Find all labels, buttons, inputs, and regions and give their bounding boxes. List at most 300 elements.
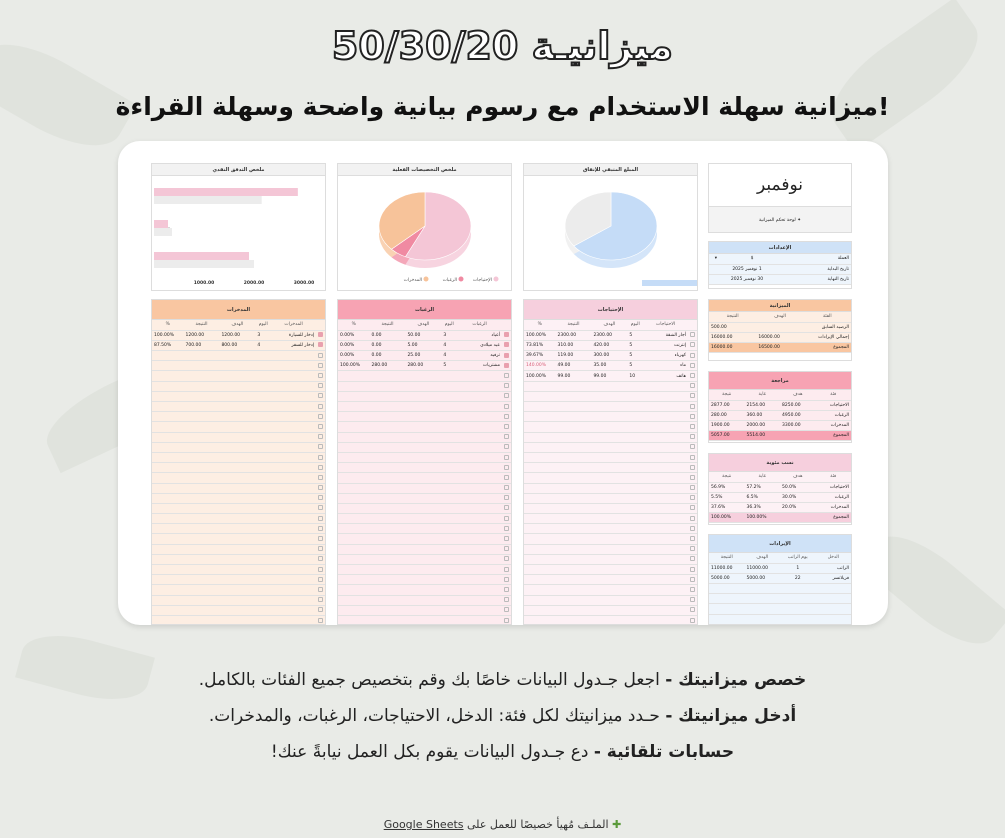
- payday-cell[interactable]: 22: [780, 573, 816, 583]
- chevron-down-icon[interactable]: ▾: [709, 254, 719, 264]
- column-header: هدف: [780, 472, 816, 482]
- result-cell[interactable]: 99.00: [556, 371, 592, 381]
- chart-title: ملخص التخصيصات الفعلية: [338, 164, 511, 176]
- result-cell[interactable]: 5000.00: [709, 573, 745, 583]
- goal-cell[interactable]: 280.00: [405, 361, 441, 371]
- checkbox[interactable]: [690, 607, 695, 612]
- month-panel: [708, 163, 852, 233]
- result-cell[interactable]: 310.00: [556, 340, 592, 350]
- hero-subtitle: ميزانية سهلة الاستخدام مع رسوم بيانية واضحة وسهلة القراءة!: [115, 92, 890, 121]
- column-header: الدخل: [816, 553, 852, 563]
- table-row: [338, 391, 511, 401]
- column-header: غاية: [745, 472, 781, 482]
- table-row: [152, 371, 325, 381]
- table-row: [152, 422, 325, 432]
- result-cell[interactable]: 0.00: [370, 351, 406, 361]
- pct-cell[interactable]: 0.00%: [338, 330, 370, 340]
- day-cell[interactable]: 3: [441, 330, 457, 340]
- goal-cell[interactable]: 16000.00: [756, 332, 803, 342]
- goal-cell[interactable]: 300.00: [591, 351, 627, 361]
- settings-title: الإعدادات: [709, 242, 851, 254]
- checkbox[interactable]: [318, 556, 323, 561]
- result-cell[interactable]: 49.00: [556, 361, 592, 371]
- table-row: [524, 595, 697, 605]
- goal-cell[interactable]: 1200.00: [219, 330, 255, 340]
- label-cell[interactable]: ترفيه: [457, 351, 502, 361]
- table-row: [152, 534, 325, 544]
- result-cell[interactable]: 1200.00: [184, 330, 220, 340]
- checkbox[interactable]: [318, 546, 323, 551]
- checkbox[interactable]: [504, 455, 509, 460]
- goal-cell: 4950.00: [780, 410, 816, 420]
- day-cell[interactable]: 5: [627, 340, 643, 350]
- checkbox[interactable]: [504, 393, 509, 398]
- checkbox[interactable]: [690, 444, 695, 449]
- table-row: [152, 585, 325, 595]
- result-cell[interactable]: 700.00: [184, 340, 220, 350]
- goal-cell[interactable]: 30.0%: [780, 492, 816, 502]
- label-cell[interactable]: كهرباء: [643, 351, 688, 361]
- budget-panel: [708, 299, 852, 361]
- checkbox[interactable]: [690, 383, 695, 388]
- checkbox[interactable]: [690, 353, 695, 358]
- review-table: [709, 390, 851, 441]
- table-row: [338, 503, 511, 513]
- checkbox[interactable]: [318, 495, 323, 500]
- checkbox[interactable]: [690, 373, 695, 378]
- checkbox[interactable]: [690, 332, 695, 337]
- target-cell: 2000.00: [745, 421, 781, 431]
- checkbox[interactable]: [690, 455, 695, 460]
- row-label: المجموع: [816, 513, 852, 523]
- pct-cell[interactable]: 100.00%: [524, 371, 556, 381]
- pct-cell[interactable]: 100.00%: [338, 361, 370, 371]
- checkbox[interactable]: [690, 495, 695, 500]
- table-row: [709, 410, 851, 420]
- result-cell[interactable]: 0.00: [370, 340, 406, 350]
- goal-cell: 3300.00: [780, 421, 816, 431]
- income-panel: [708, 534, 852, 625]
- result-cell[interactable]: 280.00: [370, 361, 406, 371]
- label-cell[interactable]: أجار الشقة: [643, 330, 688, 340]
- checkbox[interactable]: [504, 587, 509, 592]
- savings-title: المدخرات: [152, 300, 325, 320]
- pct-cell[interactable]: 140.00%: [524, 361, 556, 371]
- checkbox[interactable]: [318, 424, 323, 429]
- percent-panel: [708, 453, 852, 525]
- remaining-chart-panel: [523, 163, 698, 291]
- table-row: [709, 573, 851, 583]
- checkbox[interactable]: [318, 567, 323, 572]
- pct-cell[interactable]: 87.50%: [152, 340, 184, 350]
- day-cell[interactable]: 5: [627, 361, 643, 371]
- table-row: [152, 452, 325, 462]
- checkbox[interactable]: [690, 363, 695, 368]
- table-row: [152, 575, 325, 585]
- checkbox[interactable]: [690, 597, 695, 602]
- column-header: نتيجة: [709, 472, 745, 482]
- table-row: [709, 332, 851, 342]
- table-header-row: [152, 320, 325, 330]
- income-name-cell[interactable]: فريلانسر: [816, 573, 852, 583]
- result-cell: 16000.00: [709, 343, 756, 353]
- label-cell[interactable]: أعياد: [457, 330, 502, 340]
- checkbox[interactable]: [690, 546, 695, 551]
- table-row: [524, 391, 697, 401]
- payday-cell[interactable]: 1: [780, 563, 816, 573]
- table-row: [524, 554, 697, 564]
- goal-cell[interactable]: [756, 322, 803, 332]
- goal-cell[interactable]: 25.00: [405, 351, 441, 361]
- checkbox[interactable]: [318, 587, 323, 592]
- pct-cell[interactable]: 39.67%: [524, 351, 556, 361]
- pct-cell[interactable]: 100.00%: [524, 330, 556, 340]
- column-header: الهدف: [405, 320, 441, 330]
- total-row: [709, 343, 851, 353]
- table-row: [338, 432, 511, 442]
- feature-text: حـدد ميزانيتك لكل فئة: الدخل، الاحتياجات، الرغبات، والمدخرات.: [208, 706, 666, 726]
- checkbox[interactable]: [504, 485, 509, 490]
- table-row: [338, 422, 511, 432]
- checkbox[interactable]: [690, 465, 695, 470]
- column-header: [502, 320, 511, 330]
- column-header: هدف: [780, 390, 816, 400]
- column-header: يوم الراتب: [780, 553, 816, 563]
- checkbox[interactable]: [318, 607, 323, 612]
- goal-cell[interactable]: 50.0%: [780, 482, 816, 492]
- checkbox[interactable]: [690, 526, 695, 531]
- review-panel: [708, 371, 852, 443]
- checkbox[interactable]: [690, 342, 695, 347]
- table-row: [524, 452, 697, 462]
- table-row: [709, 322, 851, 332]
- column-header: فئة: [816, 472, 852, 482]
- checkbox[interactable]: [504, 475, 509, 480]
- table-row: [338, 402, 511, 412]
- table-row: [338, 524, 511, 534]
- table-row: [524, 473, 697, 483]
- table-row: [152, 412, 325, 422]
- table-header-row: [524, 320, 697, 330]
- checkbox[interactable]: [504, 353, 509, 358]
- table-row: [524, 340, 697, 350]
- percent-table: [709, 472, 851, 523]
- checkbox[interactable]: [690, 414, 695, 419]
- table-header-row: [709, 472, 851, 482]
- checkbox[interactable]: [690, 404, 695, 409]
- table-row: [338, 340, 511, 350]
- table-row: [152, 391, 325, 401]
- result-cell[interactable]: 2300.00: [556, 330, 592, 340]
- checkbox[interactable]: [504, 516, 509, 521]
- checkbox[interactable]: [318, 597, 323, 602]
- checkbox[interactable]: [690, 556, 695, 561]
- label-cell[interactable]: مشتريات: [457, 361, 502, 371]
- checkbox[interactable]: [504, 526, 509, 531]
- column-header: اليوم: [441, 320, 457, 330]
- checkbox[interactable]: [318, 373, 323, 378]
- checkbox[interactable]: [504, 424, 509, 429]
- label-cell[interactable]: هاتف: [643, 371, 688, 381]
- row-label: المدخرات: [816, 503, 852, 513]
- table-row: [152, 554, 325, 564]
- goal-cell: 16500.00: [756, 343, 803, 353]
- checkbox[interactable]: [504, 414, 509, 419]
- goal-cell[interactable]: 5000.00: [745, 573, 781, 583]
- day-cell[interactable]: 4: [441, 351, 457, 361]
- checkbox[interactable]: [504, 373, 509, 378]
- income-name-cell[interactable]: الراتب: [816, 563, 852, 573]
- puzzle-icon: ✚: [612, 818, 622, 831]
- checkbox[interactable]: [690, 516, 695, 521]
- day-cell[interactable]: 4: [441, 340, 457, 350]
- table-row: [338, 442, 511, 452]
- footer: [0, 818, 1005, 831]
- settings-panel: [708, 241, 852, 289]
- currency-select[interactable]: $: [719, 254, 785, 264]
- table-row: [524, 514, 697, 524]
- table-row: [524, 351, 697, 361]
- checkbox[interactable]: [504, 597, 509, 602]
- checkbox[interactable]: [318, 342, 323, 347]
- column-header: %: [338, 320, 370, 330]
- checkbox[interactable]: [504, 505, 509, 510]
- checkbox[interactable]: [690, 577, 695, 582]
- column-header: [688, 320, 697, 330]
- table-row: [338, 361, 511, 371]
- day-cell[interactable]: 10: [627, 371, 643, 381]
- result-cell[interactable]: 0.00: [370, 330, 406, 340]
- table-row: [338, 605, 511, 615]
- checkbox[interactable]: [318, 404, 323, 409]
- table-row: [338, 554, 511, 564]
- checkbox[interactable]: [318, 444, 323, 449]
- total-row: [709, 431, 851, 441]
- google-sheets-link[interactable]: Google Sheets: [383, 818, 464, 831]
- checkbox[interactable]: [318, 434, 323, 439]
- wants-table: [338, 320, 511, 625]
- checkbox[interactable]: [504, 567, 509, 572]
- checkbox[interactable]: [504, 618, 509, 623]
- column-header: الهدف: [219, 320, 255, 330]
- checkbox[interactable]: [318, 393, 323, 398]
- feature-line: [0, 670, 1005, 690]
- table-row: [338, 381, 511, 391]
- income-table: [709, 553, 851, 625]
- checkbox[interactable]: [318, 465, 323, 470]
- table-row: [524, 371, 697, 381]
- goal-cell[interactable]: 20.0%: [780, 503, 816, 513]
- start-date-field[interactable]: 1 نوفمبر 2025: [709, 264, 785, 274]
- checkbox[interactable]: [504, 444, 509, 449]
- checkbox[interactable]: [318, 353, 323, 358]
- legend-swatch: [494, 277, 499, 282]
- goal-cell[interactable]: 99.00: [591, 371, 627, 381]
- pct-cell[interactable]: 0.00%: [338, 351, 370, 361]
- table-row: [709, 482, 851, 492]
- column-header: النتيجة: [370, 320, 406, 330]
- checkbox[interactable]: [504, 577, 509, 582]
- row-label: الرغبات: [816, 410, 852, 420]
- table-row: [338, 585, 511, 595]
- result-cell[interactable]: 11000.00: [709, 563, 745, 573]
- pct-cell[interactable]: 0.00%: [338, 340, 370, 350]
- goal-cell: [780, 431, 816, 441]
- legend-label: المدخرات: [403, 278, 422, 283]
- label-cell[interactable]: إدخار للسفر: [271, 340, 316, 350]
- day-cell[interactable]: 5: [441, 361, 457, 371]
- checkbox[interactable]: [318, 363, 323, 368]
- checkbox[interactable]: [504, 465, 509, 470]
- chart-title: المبلغ المتبقي للإنفاق: [524, 164, 697, 176]
- goal-cell[interactable]: 420.00: [591, 340, 627, 350]
- table-row: [524, 503, 697, 513]
- day-cell[interactable]: 5: [627, 351, 643, 361]
- checkbox[interactable]: [318, 505, 323, 510]
- row-label: إجمالي الإيرادات: [804, 332, 851, 342]
- needs-panel: [523, 299, 698, 625]
- checkbox[interactable]: [690, 567, 695, 572]
- checkbox[interactable]: [504, 404, 509, 409]
- cashflow-bar-chart: [152, 176, 326, 288]
- background-leaf: [815, 0, 994, 152]
- checkbox[interactable]: [504, 495, 509, 500]
- result-cell[interactable]: 16000.00: [709, 332, 756, 342]
- table-row: [524, 402, 697, 412]
- checkbox[interactable]: [318, 455, 323, 460]
- checkbox[interactable]: [318, 475, 323, 480]
- goal-cell[interactable]: 50.00: [405, 330, 441, 340]
- bar: [154, 188, 298, 196]
- feature-line: [0, 706, 1005, 726]
- day-cell[interactable]: 3: [255, 330, 271, 340]
- goal-cell[interactable]: 35.00: [591, 361, 627, 371]
- tick-label: 3000.00: [293, 281, 315, 286]
- checkbox[interactable]: [504, 607, 509, 612]
- checkbox[interactable]: [318, 618, 323, 623]
- checkbox[interactable]: [318, 414, 323, 419]
- label-cell[interactable]: عيد ميلادي: [457, 340, 502, 350]
- table-row: [152, 442, 325, 452]
- column-header: غاية: [745, 390, 781, 400]
- table-row: [709, 400, 851, 410]
- legend-swatch: [424, 277, 429, 282]
- checkbox[interactable]: [504, 363, 509, 368]
- checkbox[interactable]: [690, 434, 695, 439]
- bar: [154, 260, 254, 268]
- feature-line: [0, 742, 1005, 762]
- checkbox[interactable]: [690, 618, 695, 623]
- checkbox[interactable]: [504, 546, 509, 551]
- checkbox[interactable]: [318, 383, 323, 388]
- column-header: فئة: [816, 390, 852, 400]
- checkbox[interactable]: [504, 342, 509, 347]
- column-header: %: [524, 320, 556, 330]
- table-header-row: [338, 320, 511, 330]
- table-row: [524, 432, 697, 442]
- day-cell[interactable]: 5: [627, 330, 643, 340]
- table-row: [338, 544, 511, 554]
- result-cell[interactable]: 500.00: [709, 322, 756, 332]
- table-row: [709, 503, 851, 513]
- allocation-chart-panel: [337, 163, 512, 291]
- goal-cell[interactable]: 2300.00: [591, 330, 627, 340]
- table-row: [152, 381, 325, 391]
- column-header: اليوم: [255, 320, 271, 330]
- table-row: [152, 514, 325, 524]
- table-row: [338, 615, 511, 625]
- column-header: المدخرات: [271, 320, 316, 330]
- label-cell[interactable]: إنترنت: [643, 340, 688, 350]
- end-date-field[interactable]: 30 نوفمبر 2025: [709, 274, 785, 284]
- control-link[interactable]: [709, 206, 851, 233]
- control-link-label: لوحة تحكم الميزانية: [759, 218, 796, 223]
- goal-cell: 8250.00: [780, 400, 816, 410]
- row-label: المجموع: [804, 343, 851, 353]
- table-row: [338, 575, 511, 585]
- goal-cell[interactable]: 11000.00: [745, 563, 781, 573]
- result-cell: 2877.00: [709, 400, 745, 410]
- pct-cell[interactable]: 100.00%: [152, 330, 184, 340]
- label-cell[interactable]: ماء: [643, 361, 688, 371]
- checkbox[interactable]: [504, 434, 509, 439]
- goal-cell[interactable]: 800.00: [219, 340, 255, 350]
- checkbox[interactable]: [318, 526, 323, 531]
- checkbox[interactable]: [504, 536, 509, 541]
- checkbox[interactable]: [690, 393, 695, 398]
- row-label: الاحتياجات: [816, 400, 852, 410]
- pct-cell[interactable]: 73.81%: [524, 340, 556, 350]
- table-row: [338, 371, 511, 381]
- checkbox[interactable]: [690, 505, 695, 510]
- result-cell: 5057.00: [709, 431, 745, 441]
- checkbox[interactable]: [504, 332, 509, 337]
- table-row: [338, 534, 511, 544]
- table-row: [338, 412, 511, 422]
- checkbox[interactable]: [318, 536, 323, 541]
- table-row: [152, 493, 325, 503]
- checkbox[interactable]: [318, 485, 323, 490]
- checkbox[interactable]: [690, 587, 695, 592]
- needs-table: [524, 320, 697, 625]
- table-row: [152, 524, 325, 534]
- checkbox[interactable]: [504, 383, 509, 388]
- goal-cell[interactable]: 5.00: [405, 340, 441, 350]
- checkbox[interactable]: [318, 577, 323, 582]
- result-cell[interactable]: 119.00: [556, 351, 592, 361]
- table-row: [524, 534, 697, 544]
- column-header: الهدف: [745, 553, 781, 563]
- result-cell: 56.9%: [709, 482, 745, 492]
- checkbox[interactable]: [690, 536, 695, 541]
- checkbox[interactable]: [504, 556, 509, 561]
- checkbox[interactable]: [318, 332, 323, 337]
- checkbox[interactable]: [690, 475, 695, 480]
- day-cell[interactable]: 4: [255, 340, 271, 350]
- label-cell[interactable]: إدخار للسيارة: [271, 330, 316, 340]
- table-row: [709, 264, 851, 274]
- checkbox[interactable]: [690, 485, 695, 490]
- cashflow-chart-panel: [151, 163, 326, 291]
- savings-table: [152, 320, 325, 625]
- table-row: [709, 614, 851, 624]
- table-row: [524, 524, 697, 534]
- checkbox[interactable]: [690, 424, 695, 429]
- pin-icon: ✦: [797, 218, 801, 223]
- checkbox[interactable]: [318, 516, 323, 521]
- row-label: الرصيد السابق: [804, 322, 851, 332]
- table-row: [524, 463, 697, 473]
